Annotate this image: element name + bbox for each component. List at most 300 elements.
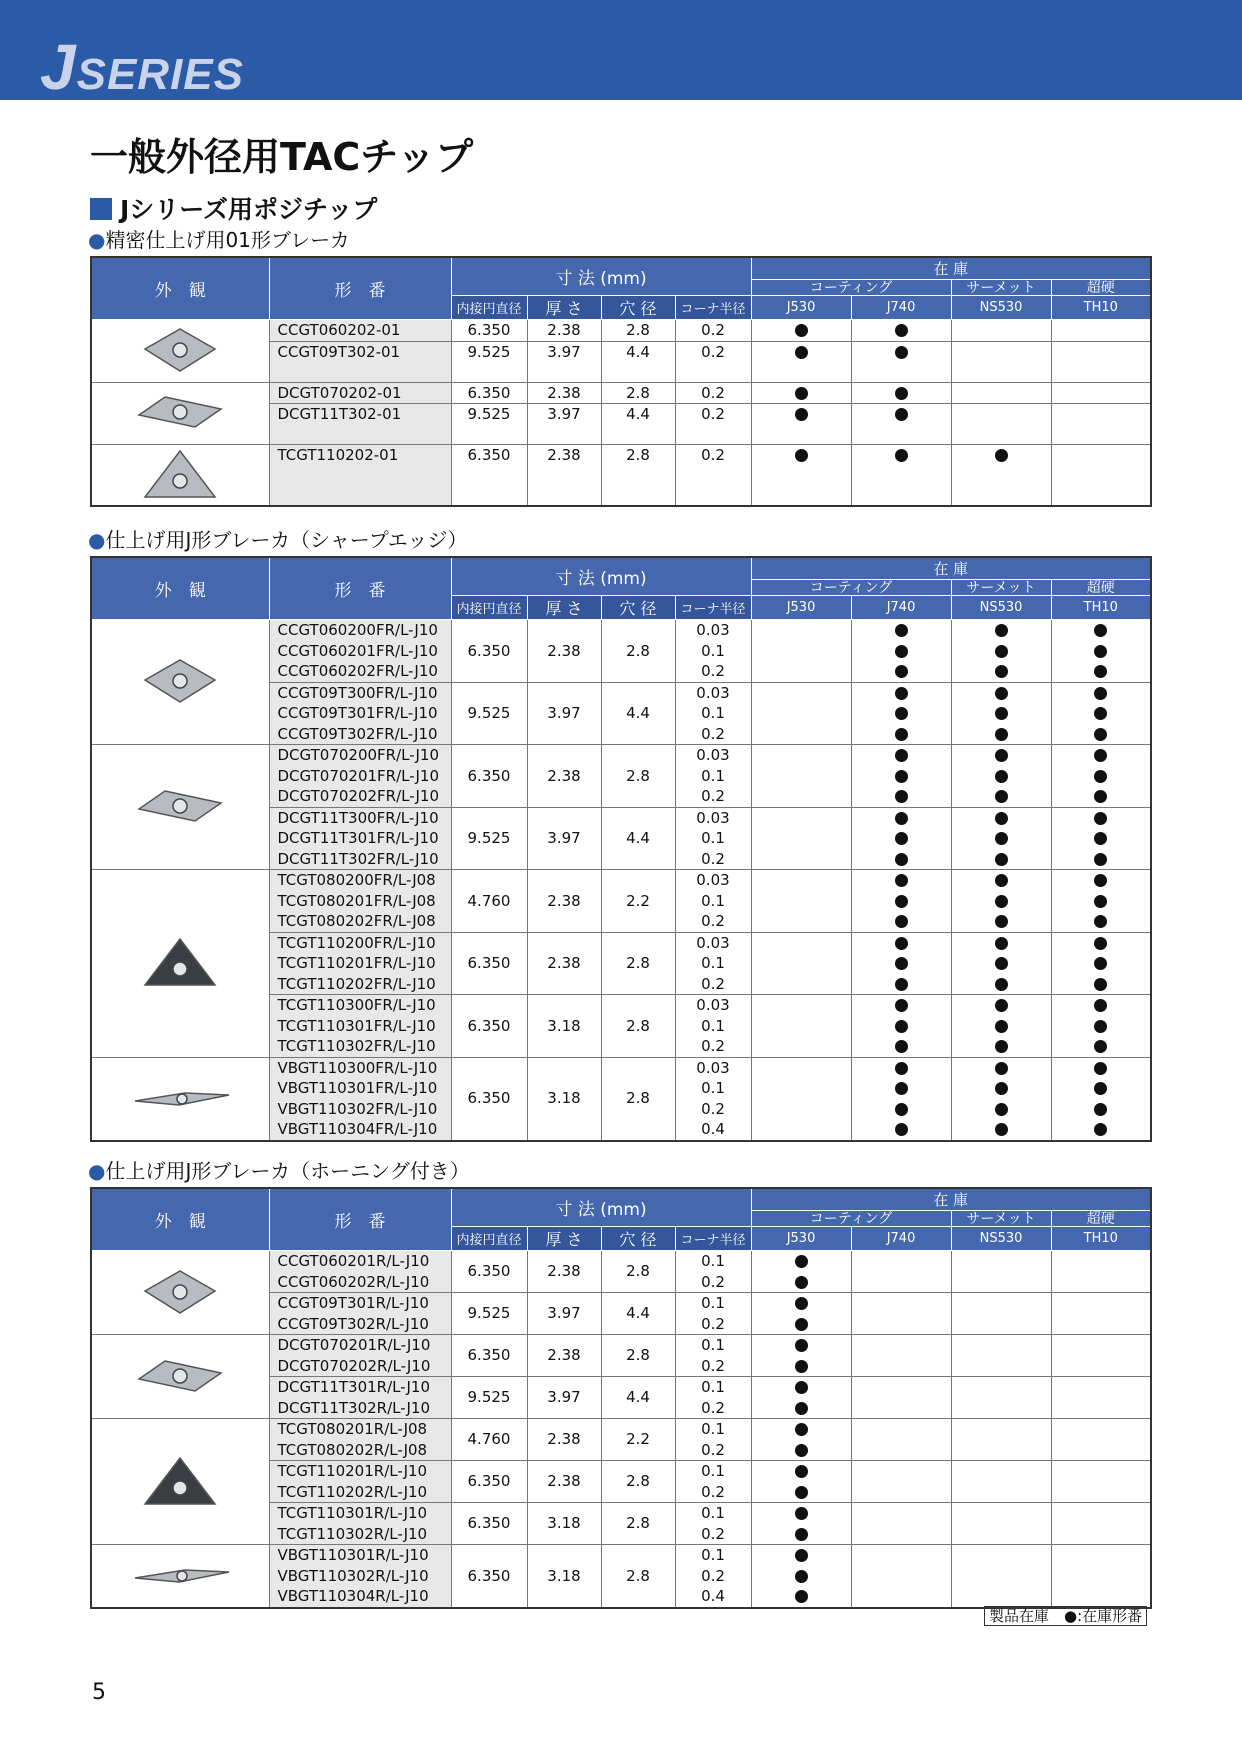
legend: 製品在庫 ●:在庫形番 <box>984 1606 1147 1626</box>
ic-value: 6.350 <box>451 1251 527 1293</box>
table-row <box>91 320 1151 342</box>
header-ic: 内接円直径 <box>451 1227 527 1251</box>
model-number: DCGT070202FR/L-J10 <box>277 787 439 805</box>
stock-cell-j740 <box>851 932 951 995</box>
stock-dot-icon <box>995 1082 1008 1095</box>
dcgt-insert-icon <box>125 1347 235 1407</box>
thickness-value: 3.97 <box>527 682 601 745</box>
header-ic: 内接円直径 <box>451 296 527 320</box>
corner-radius-value: 0.1 <box>701 1462 725 1480</box>
corner-radius-value: 0.2 <box>701 1398 725 1417</box>
corner-radius-value: 0.03 <box>696 996 730 1014</box>
stock-dot-icon <box>995 832 1008 845</box>
model-number: CCGT060201FR/L-J10 <box>277 641 438 660</box>
ic-value: 9.525 <box>451 341 527 382</box>
corner-radius-value: 0.1 <box>701 1420 725 1438</box>
stock-dot-icon <box>895 665 908 678</box>
thickness-value: 2.38 <box>527 745 601 808</box>
stock-dot-icon <box>795 1423 808 1436</box>
table-row <box>91 1057 1151 1141</box>
stock-dot-icon <box>1094 1103 1107 1116</box>
header-corner: コーナ半径 <box>675 1227 751 1251</box>
hole-value: 2.8 <box>601 1057 675 1141</box>
stock-cell-j530 <box>751 320 851 342</box>
stock-cell-th10 <box>1051 1545 1151 1608</box>
table-row <box>91 1251 1151 1293</box>
stock-cell-j530 <box>751 1545 851 1608</box>
stock-cell-j740 <box>851 404 951 445</box>
model-number: VBGT110301FR/L-J10 <box>277 1079 438 1097</box>
stock-dot-icon <box>995 687 1008 700</box>
stock-dot-icon <box>895 1103 908 1116</box>
stock-dot-icon <box>895 957 908 970</box>
stock-cell-ns530 <box>951 1293 1051 1335</box>
model-cell <box>269 745 451 808</box>
model-cell <box>269 320 451 342</box>
stock-cell-j740 <box>851 1251 951 1293</box>
page-number: 5 <box>92 1680 106 1705</box>
stock-cell-j740 <box>851 1057 951 1141</box>
stock-dot-icon <box>795 1297 808 1310</box>
stock-dot-icon <box>995 915 1008 928</box>
corner-radius-value: 0.2 <box>701 1566 725 1585</box>
stock-dot-icon <box>995 1123 1008 1136</box>
model-number: VBGT110302R/L-J10 <box>277 1566 429 1585</box>
corner-radius-value: 0.2 <box>701 1524 725 1543</box>
stock-dot-icon <box>1094 999 1107 1012</box>
hole-value: 2.8 <box>601 1251 675 1293</box>
model-number: CCGT09T300FR/L-J10 <box>277 683 438 702</box>
stock-dot-icon <box>995 812 1008 825</box>
model-number: CCGT09T302-01 <box>277 342 401 361</box>
stock-dot-icon <box>895 687 908 700</box>
hole-value: 4.4 <box>601 1377 675 1419</box>
corner-radius-value: 0.2 <box>701 1356 725 1375</box>
thickness-value: 2.38 <box>527 1419 601 1461</box>
hole-value: 2.8 <box>601 745 675 808</box>
hole-value: 4.4 <box>601 682 675 745</box>
stock-cell-j530 <box>751 932 851 995</box>
model-number: VBGT110301R/L-J10 <box>277 1546 429 1564</box>
stock-dot-icon <box>895 408 908 421</box>
stock-dot-icon <box>995 1062 1008 1075</box>
insert-image-cell <box>91 320 269 383</box>
tcgt-insert-dark-icon <box>125 933 235 993</box>
header-grade-j530: J530 <box>751 1227 851 1251</box>
insert-image-cell <box>91 445 269 507</box>
model-cell <box>269 1335 451 1377</box>
insert-image-cell <box>91 745 269 870</box>
hole-value: 4.4 <box>601 1293 675 1335</box>
hole-value: 2.8 <box>601 382 675 404</box>
insert-table <box>90 256 1152 507</box>
stock-cell-th10 <box>1051 870 1151 933</box>
header-appearance: 外 観 <box>91 257 269 320</box>
header-model: 形 番 <box>269 1188 451 1251</box>
corner-radius-value: 0.2 <box>701 662 725 680</box>
table-row <box>91 620 1151 683</box>
model-number: TCGT080202R/L-J08 <box>277 1440 428 1459</box>
model-cell <box>269 932 451 995</box>
stock-cell-ns530 <box>951 1057 1051 1141</box>
stock-dot-icon <box>895 1123 908 1136</box>
corner-radius-value: 0.1 <box>701 891 725 910</box>
stock-dot-icon <box>1094 957 1107 970</box>
model-cell <box>269 1057 451 1141</box>
insert-image-cell <box>91 1251 269 1335</box>
header-stock: 在 庫 <box>751 1188 1151 1211</box>
model-number: CCGT09T302FR/L-J10 <box>277 724 438 743</box>
model-number: TCGT110200FR/L-J10 <box>277 933 436 952</box>
model-number: VBGT110304FR/L-J10 <box>277 1120 438 1138</box>
ic-value: 6.350 <box>451 382 527 404</box>
stock-dot-icon <box>795 1360 808 1373</box>
stock-dot-icon <box>795 1486 808 1499</box>
stock-cell-j530 <box>751 1461 851 1503</box>
stock-dot-icon <box>995 749 1008 762</box>
stock-dot-icon <box>995 937 1008 950</box>
thickness-value: 2.38 <box>527 320 601 342</box>
corner-radius-value: 0.4 <box>701 1120 725 1138</box>
model-cell <box>269 620 451 683</box>
header-hole: 穴 径 <box>601 1227 675 1251</box>
stock-cell-th10 <box>1051 341 1151 382</box>
model-number: DCGT070202-01 <box>277 383 402 402</box>
corner-radius-cell <box>675 1293 751 1335</box>
table-row <box>91 445 1151 507</box>
stock-cell-ns530 <box>951 404 1051 445</box>
stock-dot-icon <box>995 957 1008 970</box>
stock-dot-icon <box>895 387 908 400</box>
stock-cell-ns530 <box>951 320 1051 342</box>
corner-radius-cell <box>675 682 751 745</box>
header-corner: コーナ半径 <box>675 596 751 620</box>
corner-radius-cell <box>675 1335 751 1377</box>
corner-radius-value: 0.1 <box>701 1079 725 1097</box>
stock-cell-j530 <box>751 1251 851 1293</box>
corner-radius-value: 0.1 <box>701 1378 725 1396</box>
hole-value: 2.8 <box>601 320 675 342</box>
stock-dot-icon <box>1094 624 1107 637</box>
stock-cell-j740 <box>851 320 951 342</box>
corner-radius-value: 0.1 <box>701 1504 725 1522</box>
corner-radius-cell <box>675 445 751 507</box>
stock-dot-icon <box>895 1040 908 1053</box>
corner-radius-value: 0.2 <box>701 724 725 743</box>
ccgt-insert-icon <box>125 652 235 712</box>
header-grade-j740: J740 <box>851 596 951 620</box>
corner-radius-value: 0.1 <box>701 641 725 660</box>
corner-radius-cell <box>675 404 751 445</box>
insert-image-cell <box>91 1419 269 1545</box>
stock-cell-ns530 <box>951 807 1051 870</box>
model-number: DCGT070201R/L-J10 <box>277 1336 431 1354</box>
stock-cell-j530 <box>751 1377 851 1419</box>
stock-cell-th10 <box>1051 1057 1151 1141</box>
ic-value: 6.350 <box>451 1461 527 1503</box>
stock-dot-icon <box>995 1040 1008 1053</box>
thickness-value: 2.38 <box>527 1251 601 1293</box>
thickness-value: 3.18 <box>527 1057 601 1141</box>
stock-dot-icon <box>1094 853 1107 866</box>
stock-cell-ns530 <box>951 745 1051 808</box>
hole-value: 2.8 <box>601 620 675 683</box>
table-row <box>91 1335 1151 1377</box>
model-cell <box>269 995 451 1058</box>
model-number: TCGT110202FR/L-J10 <box>277 974 436 993</box>
insert-table <box>90 1187 1152 1609</box>
header-grade-j740: J740 <box>851 1227 951 1251</box>
stock-dot-icon <box>995 874 1008 887</box>
header-ic: 内接円直径 <box>451 596 527 620</box>
corner-radius-value: 0.03 <box>696 621 730 639</box>
ic-value: 6.350 <box>451 1335 527 1377</box>
header-grade-j530: J530 <box>751 296 851 320</box>
header-cermet: サーメット <box>951 580 1051 596</box>
hole-value: 2.8 <box>601 1335 675 1377</box>
header-grade-ns530: NS530 <box>951 296 1051 320</box>
stock-dot-icon <box>795 1276 808 1289</box>
stock-cell-ns530 <box>951 1461 1051 1503</box>
stock-cell-j740 <box>851 1377 951 1419</box>
model-number: DCGT070200FR/L-J10 <box>277 746 439 764</box>
square-bullet-icon <box>90 198 112 220</box>
stock-cell-j530 <box>751 404 851 445</box>
thickness-value: 3.18 <box>527 1503 601 1545</box>
stock-cell-th10 <box>1051 404 1151 445</box>
corner-radius-value: 0.2 <box>701 1099 725 1118</box>
stock-cell-th10 <box>1051 745 1151 808</box>
corner-radius-value: 0.2 <box>701 1482 725 1501</box>
stock-dot-icon <box>795 1528 808 1541</box>
stock-dot-icon <box>995 770 1008 783</box>
stock-dot-icon <box>1094 665 1107 678</box>
corner-radius-value: 0.03 <box>696 746 730 764</box>
stock-cell-j530 <box>751 1293 851 1335</box>
table-subtitle: ●仕上げ用J形ブレーカ（ホーニング付き） <box>88 1159 470 1183</box>
stock-cell-ns530 <box>951 341 1051 382</box>
ic-value: 9.525 <box>451 807 527 870</box>
stock-dot-icon <box>1094 749 1107 762</box>
stock-dot-icon <box>895 999 908 1012</box>
stock-dot-icon <box>1094 1020 1107 1033</box>
stock-cell-j530 <box>751 682 851 745</box>
stock-cell-th10 <box>1051 1377 1151 1419</box>
stock-cell-j530 <box>751 745 851 808</box>
stock-dot-icon <box>995 728 1008 741</box>
stock-dot-icon <box>895 645 908 658</box>
header-grade-th10: TH10 <box>1051 296 1151 320</box>
ic-value: 6.350 <box>451 1503 527 1545</box>
stock-cell-j740 <box>851 682 951 745</box>
corner-radius-cell <box>675 341 751 382</box>
model-number: VBGT110300FR/L-J10 <box>277 1058 438 1077</box>
stock-cell-th10 <box>1051 682 1151 745</box>
stock-dot-icon <box>795 1507 808 1520</box>
thickness-value: 3.18 <box>527 995 601 1058</box>
corner-radius-value: 0.03 <box>696 808 730 827</box>
model-cell <box>269 1503 451 1545</box>
corner-radius-cell <box>675 1377 751 1419</box>
thickness-value: 2.38 <box>527 620 601 683</box>
hole-value: 2.8 <box>601 445 675 507</box>
model-number: CCGT09T302R/L-J10 <box>277 1314 429 1333</box>
header-thickness: 厚 さ <box>527 596 601 620</box>
hole-value: 4.4 <box>601 807 675 870</box>
hole-value: 2.8 <box>601 995 675 1058</box>
stock-cell-th10 <box>1051 320 1151 342</box>
model-cell <box>269 1251 451 1293</box>
hole-value: 2.8 <box>601 1503 675 1545</box>
ic-value: 6.350 <box>451 620 527 683</box>
stock-cell-j740 <box>851 1461 951 1503</box>
stock-dot-icon <box>1094 895 1107 908</box>
corner-radius-value: 0.2 <box>701 405 725 423</box>
stock-dot-icon <box>895 346 908 359</box>
stock-dot-icon <box>895 449 908 462</box>
series-logo: JSERIES <box>40 31 244 103</box>
stock-cell-th10 <box>1051 445 1151 507</box>
stock-cell-ns530 <box>951 682 1051 745</box>
insert-table <box>90 556 1152 1142</box>
corner-radius-value: 0.03 <box>696 871 730 889</box>
header-stock: 在 庫 <box>751 557 1151 580</box>
stock-dot-icon <box>795 1465 808 1478</box>
stock-dot-icon <box>1094 687 1107 700</box>
dcgt-insert-icon <box>125 383 235 443</box>
model-number: CCGT060201R/L-J10 <box>277 1252 430 1270</box>
stock-cell-th10 <box>1051 1251 1151 1293</box>
stock-dot-icon <box>895 728 908 741</box>
insert-image-cell <box>91 1057 269 1141</box>
stock-dot-icon <box>895 790 908 803</box>
corner-radius-value: 0.2 <box>701 321 725 339</box>
stock-cell-th10 <box>1051 807 1151 870</box>
stock-dot-icon <box>795 1402 808 1415</box>
stock-cell-j530 <box>751 382 851 404</box>
stock-dot-icon <box>895 1020 908 1033</box>
stock-dot-icon <box>995 1020 1008 1033</box>
header-stock: 在 庫 <box>751 257 1151 280</box>
table-row <box>91 382 1151 404</box>
stock-cell-j530 <box>751 1419 851 1461</box>
model-number: TCGT110201FR/L-J10 <box>277 954 436 972</box>
model-number: DCGT070201FR/L-J10 <box>277 766 439 785</box>
stock-dot-icon <box>995 645 1008 658</box>
ic-value: 6.350 <box>451 320 527 342</box>
header-grade-j530: J530 <box>751 596 851 620</box>
stock-dot-icon <box>795 387 808 400</box>
header-coating: コーティング <box>751 580 951 596</box>
model-number: TCGT110301FR/L-J10 <box>277 1016 436 1035</box>
stock-dot-icon <box>795 346 808 359</box>
model-cell <box>269 404 451 445</box>
corner-radius-value: 0.1 <box>701 1252 725 1270</box>
stock-dot-icon <box>795 324 808 337</box>
ic-value: 9.525 <box>451 1377 527 1419</box>
stock-dot-icon <box>795 1381 808 1394</box>
stock-dot-icon <box>895 749 908 762</box>
ic-value: 6.350 <box>451 995 527 1058</box>
corner-radius-value: 0.2 <box>701 383 725 402</box>
page-title: 一般外径用TACチップ <box>90 135 474 179</box>
hole-value: 2.8 <box>601 932 675 995</box>
thickness-value: 2.38 <box>527 1461 601 1503</box>
stock-dot-icon <box>1094 978 1107 991</box>
stock-dot-icon <box>1094 770 1107 783</box>
stock-dot-icon <box>895 895 908 908</box>
stock-cell-ns530 <box>951 382 1051 404</box>
header-grade-ns530: NS530 <box>951 1227 1051 1251</box>
model-number: CCGT060202FR/L-J10 <box>277 662 438 680</box>
ccgt-insert-icon <box>125 1263 235 1323</box>
header-appearance: 外 観 <box>91 1188 269 1251</box>
model-number: TCGT110302FR/L-J10 <box>277 1037 436 1055</box>
stock-cell-j740 <box>851 1545 951 1608</box>
stock-cell-ns530 <box>951 1251 1051 1293</box>
stock-dot-icon <box>995 853 1008 866</box>
stock-dot-icon <box>795 1255 808 1268</box>
stock-dot-icon <box>1094 874 1107 887</box>
stock-dot-icon <box>795 1318 808 1331</box>
insert-image-cell <box>91 620 269 745</box>
model-number: TCGT080201FR/L-J08 <box>277 891 436 910</box>
header-carbide: 超硬 <box>1051 280 1151 296</box>
corner-radius-value: 0.2 <box>701 787 725 805</box>
header-carbide: 超硬 <box>1051 1211 1151 1227</box>
model-number: CCGT09T301R/L-J10 <box>277 1294 429 1312</box>
header-dimensions: 寸 法 (mm) <box>451 257 751 296</box>
thickness-value: 3.97 <box>527 1293 601 1335</box>
header-carbide: 超硬 <box>1051 580 1151 596</box>
stock-dot-icon <box>895 324 908 337</box>
section-title: Jシリーズ用ポジチップ <box>90 190 377 226</box>
corner-radius-cell <box>675 995 751 1058</box>
model-cell <box>269 807 451 870</box>
ic-value: 6.350 <box>451 932 527 995</box>
header-grade-j740: J740 <box>851 296 951 320</box>
circle-bullet-icon: ● <box>88 228 106 252</box>
corner-radius-cell <box>675 382 751 404</box>
model-number: VBGT110304R/L-J10 <box>277 1587 429 1605</box>
stock-cell-ns530 <box>951 932 1051 995</box>
stock-cell-j740 <box>851 745 951 808</box>
stock-dot-icon <box>995 624 1008 637</box>
dcgt-insert-icon <box>125 777 235 837</box>
stock-dot-icon <box>995 449 1008 462</box>
thickness-value: 3.97 <box>527 404 601 445</box>
stock-cell-ns530 <box>951 1503 1051 1545</box>
corner-radius-value: 0.2 <box>701 1037 725 1055</box>
thickness-value: 3.97 <box>527 807 601 870</box>
corner-radius-value: 0.03 <box>696 683 730 702</box>
model-cell <box>269 1377 451 1419</box>
stock-dot-icon <box>995 999 1008 1012</box>
stock-dot-icon <box>895 853 908 866</box>
stock-cell-th10 <box>1051 995 1151 1058</box>
corner-radius-value: 0.2 <box>701 446 725 464</box>
stock-dot-icon <box>895 937 908 950</box>
stock-cell-th10 <box>1051 1419 1151 1461</box>
header-grade-th10: TH10 <box>1051 596 1151 620</box>
model-number: TCGT080201R/L-J08 <box>277 1420 428 1438</box>
hole-value: 2.2 <box>601 870 675 933</box>
header-banner <box>0 0 1242 103</box>
thickness-value: 3.18 <box>527 1545 601 1608</box>
table-row <box>91 1419 1151 1461</box>
stock-dot-icon <box>1094 915 1107 928</box>
stock-cell-j740 <box>851 1293 951 1335</box>
